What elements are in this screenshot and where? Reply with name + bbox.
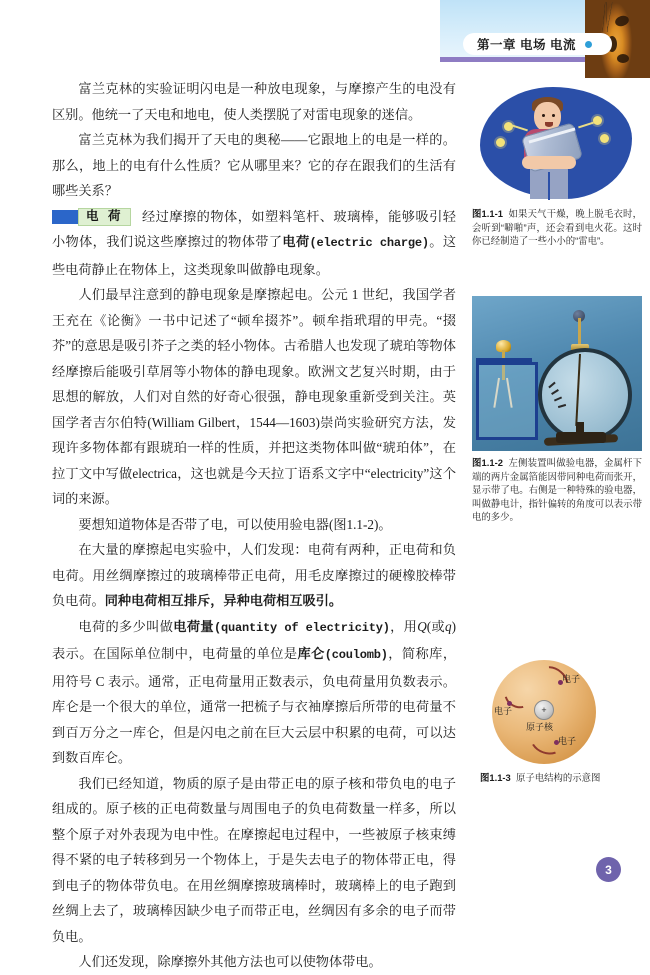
paragraph-3-part-a: 经过摩擦的物体，如塑料笔杆、玻璃棒，能够吸引轻小物体，我们说这些摩擦过的物体带了: [52, 208, 456, 249]
paragraph-4-part-c: ，这也就是今天拉丁语系文字中“: [177, 465, 371, 481]
paragraph-7-part-d: )表示。在国际单位制中，电荷量的单位是: [52, 618, 457, 661]
paragraph-4-part-a: 人们最早注意到的静电现象是摩擦起电。公元 1 世纪，我国学者王充在《论衡》一书中记述了“顿牟掇芥”。顿牟指玳瑁的甲壳。“掇芥”的意思是吸引芥子之类的轻小物体。古希腊人也发现了琥珀等物体经摩擦后能吸引草屑等小物体的静电现象。欧洲文艺复兴时期，由于思想的解放，人们对自然的好奇心很强，静电现象重新受到关注。英国学者吉尔伯特: [52, 287, 456, 430]
paragraph-9: 人们还发现，除摩擦外其他方法也可以使物体带电。: [78, 954, 382, 969]
electron-label: 电子: [494, 706, 513, 716]
page-number: 3: [596, 857, 621, 882]
nucleus-icon: [534, 700, 554, 720]
spark-icon: [593, 116, 602, 125]
law-of-charges: 同种电荷相互排斥，异种电荷相互吸引。: [104, 593, 343, 608]
nucleus-charge-sign: +: [541, 704, 547, 715]
figure-eye: [552, 114, 555, 117]
figure-2-caption-text: 左侧装置叫做验电器，金属杆下端的两片金属箔能因带同种电荷而张开，显示带了电。右侧是一种特殊的验电器，叫做静电计，指针偏转的角度可以表示带电的多少。: [472, 457, 642, 522]
figure-2-number: 图1.1-2: [472, 457, 503, 468]
figure-leg-split: [548, 172, 550, 200]
scale-tick: [558, 404, 566, 408]
electroscope-case: [476, 362, 538, 440]
paragraph-7: [52, 614, 456, 771]
section-tag-charge: [52, 208, 131, 226]
figure-1-1-1: [472, 84, 642, 248]
paragraph-7-part-a: 电荷的多少叫做: [78, 618, 174, 634]
term-electrica: electrica: [132, 465, 178, 481]
paragraph-6-part-a: 在大量的摩擦起电实验中，人们发现：电荷有两种，正电荷和负电荷。用丝绸摩擦过的玻璃棒带正电荷，用毛皮摩擦过的硬橡胶棒带负电荷。: [52, 542, 456, 608]
spark-icon: [496, 138, 505, 147]
electrometer-base: [556, 432, 606, 443]
figure-3-caption: [480, 771, 642, 785]
chapter-dot-icon: [585, 41, 592, 48]
symbol-Q: Q: [417, 618, 427, 634]
term-charge-en: (electric charge): [309, 236, 429, 250]
figure-1-1-3: [480, 658, 642, 785]
photo-texture: [595, 2, 617, 32]
figure-1-1-2: [472, 296, 642, 524]
page-edge-rule: [0, 0, 3, 920]
paragraph-7-part-c: (或: [426, 618, 446, 634]
paragraph-7-part-e: ，简称库，用符号 C 表示。通常，正电荷量用正数表示，负电荷量用负数表示。库仑是一个很大的单位，通常一把梳子与衣袖摩擦后所带的电荷量不到百万分之一库仑，但是闪电之前在巨大云层中积累的电荷，可以达到数百库仑。: [52, 646, 457, 765]
figure-arms: [522, 156, 576, 169]
figure-1-number: 图1.1-1: [472, 208, 503, 219]
paragraph-6: [52, 537, 456, 614]
term-electricity: electricity: [370, 465, 424, 481]
atom-structure-diagram: [480, 658, 642, 766]
electron-label: 电子: [562, 674, 581, 684]
term-coulomb: 库仑: [297, 646, 325, 661]
figure-1-caption: [472, 207, 642, 248]
main-text-column: [52, 76, 456, 975]
section-tag-label: 电 荷: [78, 208, 131, 226]
chapter-title-pill: [463, 33, 612, 55]
electron-label: 电子: [558, 736, 577, 746]
term-charge: 电荷: [282, 234, 310, 249]
paragraph-4-part-d: ”这个词的来源。: [52, 465, 457, 506]
symbol-q: q: [445, 618, 452, 634]
spark-icon: [600, 134, 609, 143]
figure-1-caption-text: 如果天气干燥，晚上脱毛衣时，会听到“噼啪”声，还会看到电火花。这时你已经制造了一些小小的“雷电”。: [472, 208, 642, 246]
figure-2-caption: [472, 456, 642, 524]
chapter-title: 第一章 电场 电流: [477, 38, 576, 52]
scale-tick: [551, 389, 559, 395]
paragraph-1: 富兰克林的实验证明闪电是一种放电现象，与摩擦产生的电没有区别。他统一了天电和地电，使人类摆脱了对雷电现象的迷信。: [52, 81, 456, 122]
electrometer-scale: [548, 384, 574, 412]
sweater-static-illustration: [472, 84, 642, 202]
paragraph-2: 富兰克林为我们揭开了天电的奥秘——它跟地上的电是一样的。那么，地上的电有什么性质？它从哪里来？它的存在跟我们的生活有哪些关系？: [52, 132, 456, 198]
paragraph-4-part-b: 崇尚实验研究方法，发现许多物体都有跟琥珀一样的性质，并把这类物体叫做“琥珀体”，在拉丁文中写做: [52, 414, 456, 481]
paragraph-7-part-b: ，用: [389, 618, 418, 634]
figure-mouth: [545, 122, 553, 127]
paragraph-5: 要想知道物体是否带了电，可以使用验电器(图1.1-2)。: [78, 516, 392, 532]
section-bar-icon: [52, 210, 78, 224]
paragraph-8: 我们已经知道，物质的原子是由带正电的原子核和带负电的电子组成的。原子核的正电荷数量与周围电子的负电荷数量一样多，所以整个原子对外表现为电中性。在摩擦起电过程中，一些被原子核束缚得不紧的电子转移到另一个物体上，于是失去电子的物体带正电，得到电子的物体带负电。在用丝绸摩擦玻璃棒时，玻璃棒上的电子跑到丝绸上去了，玻璃棒因缺少电子而带正电，丝绸因有多余的电子而带负电。: [52, 775, 456, 944]
paragraph-3-charge: [52, 204, 456, 283]
figure-eye: [542, 114, 545, 117]
figure-3-caption-text: 原子电结构的示意图: [515, 772, 601, 783]
nucleus-label: 原子核: [526, 722, 554, 732]
photo-burn-mark: [617, 54, 629, 63]
electroscope-electrometer-photo: [472, 296, 642, 451]
figure-3-number: 图1.1-3: [480, 772, 511, 783]
term-quantity: 电荷量: [173, 618, 214, 634]
term-quantity-en: (quantity of electricity): [213, 620, 390, 635]
term-coulomb-en: (coulomb): [324, 648, 388, 662]
scale-tick: [554, 396, 562, 401]
paragraph-3-part-c: 。这些电荷静止在物体上，这类现象叫做静电现象。: [52, 234, 457, 277]
paragraph-4: [52, 282, 456, 512]
gilbert-dates: (William Gilbert，1544—1603): [147, 414, 320, 430]
